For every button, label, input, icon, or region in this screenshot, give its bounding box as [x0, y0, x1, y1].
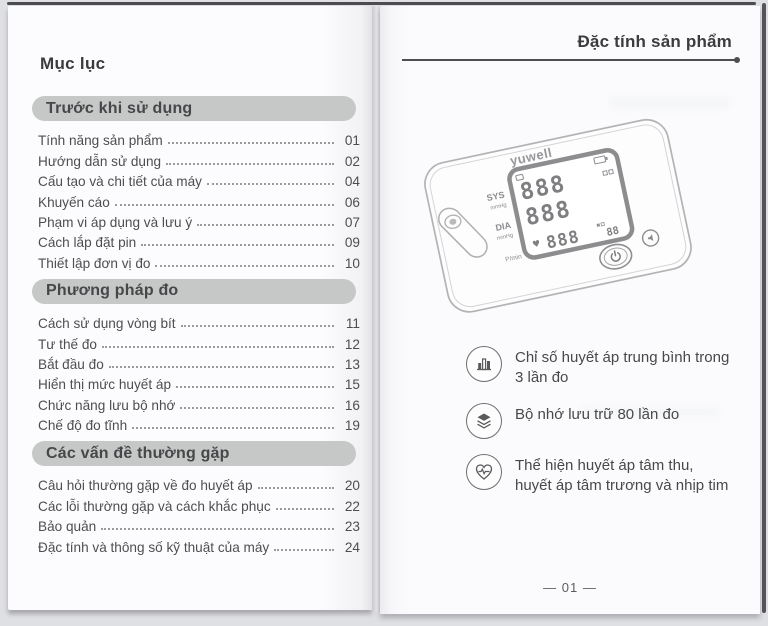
toc-entry	[38, 169, 360, 189]
page-number: — 01 —	[543, 580, 597, 595]
dot-leader	[132, 427, 334, 429]
toc-entry	[38, 311, 360, 331]
toc-entry	[38, 128, 360, 148]
toc-entry	[38, 250, 360, 270]
toc-entry-label: Tư thế đo	[38, 336, 97, 352]
toc-entry-page: 09	[344, 235, 360, 251]
toc-entry-label: Các lỗi thường gặp và cách khắc phục	[38, 498, 271, 514]
feature-item-memory	[466, 403, 738, 439]
dot-leader	[109, 366, 334, 368]
toc-entry	[38, 372, 360, 392]
toc-entry	[38, 473, 360, 493]
dot-leader	[258, 487, 334, 489]
rule-end-dot	[734, 57, 740, 63]
toc-entry-label: Hướng dẫn sử dụng	[38, 153, 162, 169]
feature-list	[466, 346, 738, 511]
toc-entry	[38, 331, 360, 351]
toc-entry-label: Câu hỏi thường gặp về đo huyết áp	[38, 478, 253, 494]
header-rule	[402, 59, 738, 61]
toc-entry	[38, 230, 360, 250]
toc-entry-page: 15	[344, 377, 360, 393]
pulse-unit-label: P/min	[504, 253, 523, 264]
toc-entry-label: Cách sử dụng vòng bít	[38, 316, 176, 332]
toc-entry-page: 24	[344, 539, 360, 555]
dot-leader	[101, 528, 334, 530]
toc-entry-label: Thiết lập đơn vị đo	[38, 255, 151, 271]
right-page	[380, 6, 760, 614]
toc-entry	[38, 392, 360, 412]
dia-unit-label: mmHg	[496, 232, 514, 242]
toc-entry-page: 04	[344, 174, 360, 190]
toc-entry	[38, 413, 360, 433]
layers-icon	[466, 403, 502, 439]
heart-icon: ♥	[531, 239, 542, 251]
toc-entry-label: Khuyến cáo	[38, 194, 110, 210]
bleed-through-artifact	[610, 96, 730, 110]
dot-leader	[176, 386, 334, 388]
toc-entry-page: 13	[344, 356, 360, 372]
dia-label: DIA	[494, 219, 512, 233]
dia-digits: 888	[523, 196, 574, 232]
feature-text: Bộ nhớ lưu trữ 80 lần đo	[515, 405, 680, 423]
toc-title: Mục lục	[40, 54, 106, 73]
toc-entry	[38, 210, 360, 230]
toc-entry	[38, 352, 360, 372]
toc-section-measurement-method	[38, 311, 360, 433]
toc-entry-page: 01	[344, 133, 360, 149]
sys-unit-label: mmHg	[489, 202, 508, 212]
book-fold	[372, 6, 380, 612]
toc-entry	[38, 493, 360, 513]
toc-entry	[38, 189, 360, 209]
section-header-measurement-method: Phương pháp đo	[32, 279, 356, 304]
toc-entry-label: Đặc tính và thông số kỹ thuật của máy	[38, 539, 270, 555]
toc-section-common-problems	[38, 473, 360, 555]
dot-leader	[197, 224, 334, 226]
left-page	[8, 6, 372, 610]
pulse-digits: 888	[544, 226, 582, 254]
toc-entry-label: Phạm vi áp dụng và lưu ý	[38, 214, 193, 230]
toc-entry-page: 19	[344, 418, 360, 434]
feature-text: Chỉ số huyết áp trung bình trong 3 lần đo	[515, 349, 730, 386]
toc-entry-page: 02	[344, 153, 360, 169]
toc-entry-label: Tính năng sản phẩm	[38, 133, 163, 149]
memory-count-digits: 88	[605, 224, 621, 239]
toc-entry-page: 06	[344, 194, 360, 210]
toc-entry-page: 11	[345, 316, 360, 332]
dot-leader	[155, 265, 334, 267]
toc-entry-label: Cấu tạo và chi tiết của máy	[38, 174, 202, 190]
dot-leader	[276, 508, 334, 510]
toc-entry-page: 12	[344, 336, 360, 352]
blood-pressure-monitor-illustration	[406, 110, 708, 314]
toc-entry-label: Bảo quản	[38, 519, 97, 535]
toc-entry-label: Cách lắp đặt pin	[38, 235, 137, 251]
dot-leader	[207, 183, 334, 185]
toc-entry-page: 20	[344, 478, 360, 494]
toc-entry-page: 07	[344, 214, 360, 230]
toc-entry-label: Chế độ đo tĩnh	[38, 418, 128, 434]
toc-entry	[38, 514, 360, 534]
dot-leader	[115, 204, 334, 206]
sys-digits: 888	[517, 170, 569, 206]
heart-pulse-icon	[466, 454, 502, 490]
dot-leader	[102, 346, 334, 348]
dot-leader	[166, 163, 334, 165]
sys-label: SYS	[485, 189, 506, 204]
feature-item-average	[466, 346, 738, 388]
dot-leader	[181, 325, 334, 327]
toc-entry	[38, 534, 360, 554]
toc-entry-label: Hiển thị mức huyết áp	[38, 377, 172, 393]
section-header-before-use: Trước khi sử dụng	[32, 96, 356, 121]
brand-logo: yuwell	[508, 144, 554, 169]
section-header-common-problems: Các vấn đề thường gặp	[32, 441, 356, 466]
toc-entry-page: 10	[344, 255, 360, 271]
dot-leader	[274, 549, 334, 551]
toc-entry-page: 16	[344, 397, 360, 413]
table-of-contents	[38, 54, 360, 555]
scan-right-edge	[762, 3, 766, 613]
bar-chart-icon	[466, 346, 502, 382]
scan-top-edge	[7, 2, 756, 5]
dot-leader	[141, 244, 334, 246]
toc-section-before-use	[38, 128, 360, 271]
dot-leader	[168, 142, 334, 144]
memory-grid-icon	[597, 223, 601, 227]
feature-text: Thể hiện huyết áp tâm thu, huyết áp tâm trương và nhịp tim	[515, 456, 729, 494]
toc-entry	[38, 148, 360, 168]
power-icon-line	[615, 251, 616, 256]
toc-entry-label: Chức năng lưu bộ nhớ	[38, 397, 176, 413]
toc-entry-label: Bắt đầu đo	[38, 356, 104, 372]
toc-entry-page: 23	[344, 519, 360, 535]
feature-item-readings	[466, 454, 738, 496]
page-title: Đặc tính sản phẩm	[577, 32, 732, 51]
dot-leader	[180, 407, 334, 409]
toc-entry-page: 22	[344, 498, 360, 514]
